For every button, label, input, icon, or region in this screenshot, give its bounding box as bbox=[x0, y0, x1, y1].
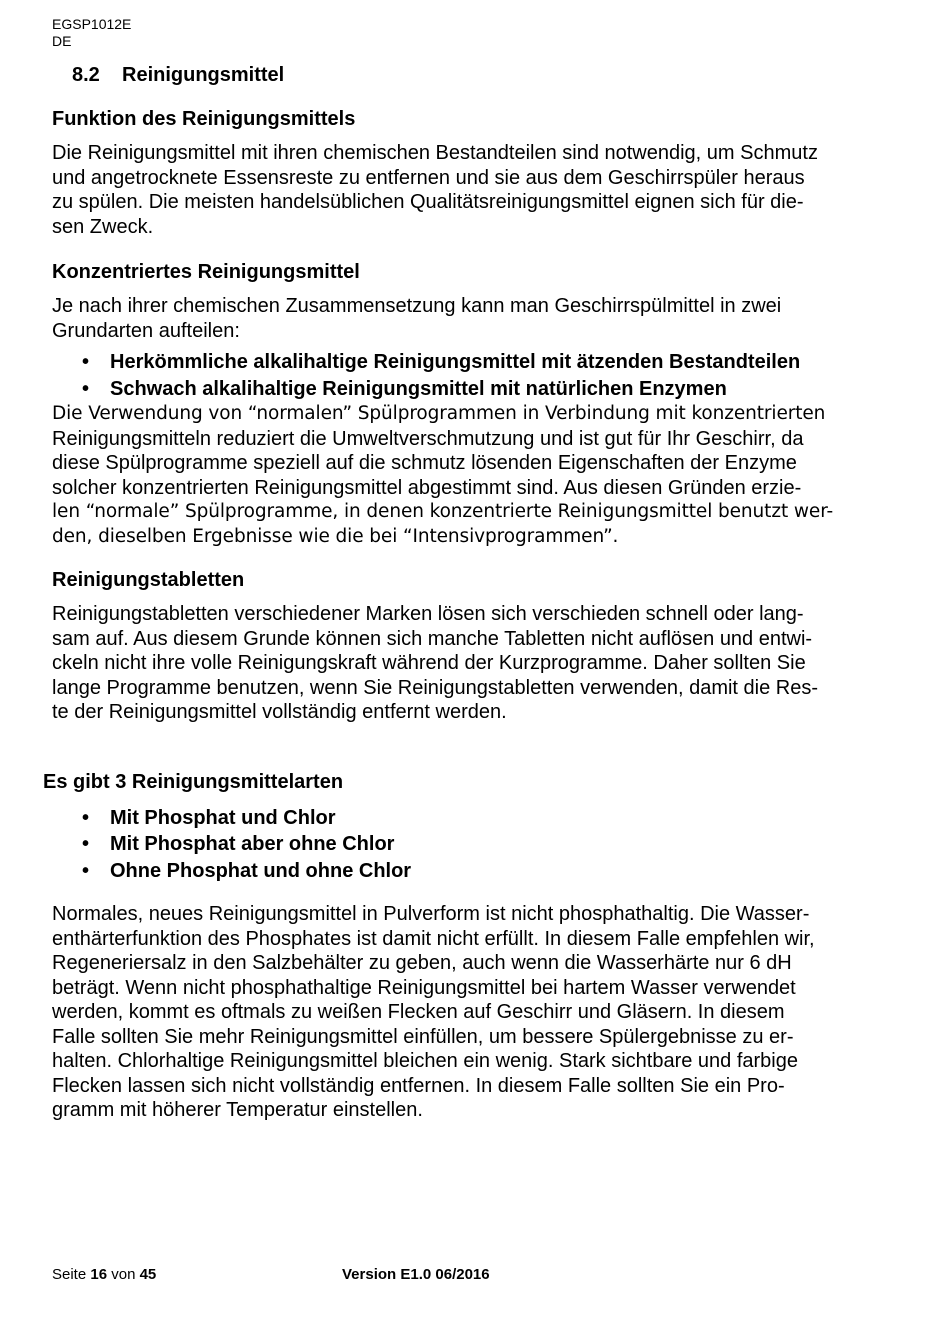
heading-funktion: Funktion des Reinigungsmittels bbox=[52, 108, 356, 130]
text-line: te der Reinigungsmittel vollständig entfernt werden. bbox=[52, 701, 507, 723]
text-line: Reinigungstabletten verschiedener Marken lösen sich verschieden schnell oder lang- bbox=[52, 603, 804, 625]
list-item-text: Schwach alkalihaltige Reinigungsmittel mit natürlichen Enzymen bbox=[110, 377, 727, 400]
text-line: den, dieselben Ergebnisse wie die bei “Intensivprogrammen”. bbox=[52, 525, 619, 547]
list-item bbox=[82, 805, 882, 832]
heading-arten: Es gibt 3 Reinigungsmittelarten bbox=[43, 770, 344, 793]
bullet-list-konzentriert bbox=[52, 349, 882, 402]
text-line: len “normale” Spülprogramme, in denen konzentrierte Reinigungsmittel benutzt wer- bbox=[52, 501, 834, 522]
page-content bbox=[43, 62, 882, 1123]
list-item-text: Ohne Phosphat und ohne Chlor bbox=[110, 859, 412, 882]
text-line: werden, kommt es oftmals zu weißen Flecken auf Geschirr und Gläsern. In diesem bbox=[52, 1001, 785, 1023]
text-line: Falle sollten Sie mehr Reinigungsmittel einfüllen, um bessere Spülergebnisse zu er- bbox=[52, 1025, 794, 1048]
heading-tabletten: Reinigungstabletten bbox=[52, 569, 245, 591]
section-number: 8.2 bbox=[72, 64, 100, 86]
list-item-text: Herkömmliche alkalihaltige Reinigungsmittel mit ätzenden Bestandteilen bbox=[110, 351, 801, 373]
page-current: 16 bbox=[90, 1266, 108, 1283]
doc-code: EGSP1012E bbox=[52, 16, 132, 32]
list-item bbox=[82, 376, 882, 403]
page-number bbox=[52, 1266, 156, 1283]
paragraph-arten bbox=[52, 902, 882, 1123]
paragraph-tabletten bbox=[52, 602, 882, 725]
version-label: Version E1.0 06/2016 bbox=[342, 1266, 490, 1283]
list-item bbox=[82, 831, 882, 858]
text-line: solcher konzentrierten Reinigungsmittel abgestimmt sind. Aus diesen Gründen erzie- bbox=[52, 476, 802, 499]
text-line: sam auf. Aus diesem Grunde können sich manche Tabletten nicht auflösen und entwi- bbox=[52, 627, 813, 650]
text-line: gramm mit höherer Temperatur einstellen. bbox=[52, 1099, 423, 1121]
doc-language: DE bbox=[52, 33, 72, 49]
section-title-text: Reinigungsmittel bbox=[122, 64, 285, 86]
text-line: Regeneriersalz in den Salzbehälter zu geben, auch wenn die Wasserhärte nur 6 dH bbox=[52, 952, 792, 974]
bullet-icon: • bbox=[82, 833, 90, 855]
text-line: enthärterfunktion des Phosphates ist damit nicht erfüllt. In diesem Falle empfehlen wir, bbox=[52, 927, 815, 950]
text-line: ckeln nicht ihre volle Reinigungskraft während der Kurzprogramme. Daher sollten Sie bbox=[52, 652, 806, 674]
page-prefix: Seite bbox=[52, 1266, 87, 1283]
list-item bbox=[82, 349, 882, 376]
bullet-icon: • bbox=[82, 806, 90, 829]
text-line: Je nach ihrer chemischen Zusammensetzung kann man Geschirrspülmittel in zwei bbox=[52, 295, 782, 317]
bullet-list-arten bbox=[52, 805, 882, 885]
heading-konzentriert: Konzentriertes Reinigungsmittel bbox=[52, 261, 360, 283]
list-item-text: Mit Phosphat aber ohne Chlor bbox=[110, 833, 395, 855]
bullet-icon: • bbox=[82, 377, 90, 400]
page-total: 45 bbox=[139, 1266, 157, 1283]
paragraph-funktion bbox=[52, 141, 882, 239]
text-line: Normales, neues Reinigungsmittel in Pulverform ist nicht phosphathaltig. Die Wasser- bbox=[52, 903, 810, 925]
paragraph-konzentriert-after bbox=[52, 402, 882, 549]
bullet-icon: • bbox=[82, 351, 90, 373]
text-line: beträgt. Wenn nicht phosphathaltige Reinigungsmittel bei hartem Wasser verwendet bbox=[52, 976, 796, 999]
text-line: zu spülen. Die meisten handelsüblichen Qualitätsreinigungsmittel eignen sich für die- bbox=[52, 191, 804, 213]
text-line: und angetrocknete Essensreste zu entfernen und sie aus dem Geschirrspüler heraus bbox=[52, 166, 805, 189]
text-line: Die Verwendung von “normalen” Spülprogrammen in Verbindung mit konzentrierten bbox=[52, 403, 826, 424]
text-line: diese Spülprogramme speziell auf die schmutz lösenden Eigenschaften der Enzyme bbox=[52, 452, 797, 474]
text-line: sen Zweck. bbox=[52, 215, 154, 238]
bullet-icon: • bbox=[82, 859, 90, 882]
text-line: Die Reinigungsmittel mit ihren chemischen Bestandteilen sind notwendig, um Schmutz bbox=[52, 142, 818, 164]
list-item-text: Mit Phosphat und Chlor bbox=[110, 806, 336, 829]
text-line: Grundarten aufteilen: bbox=[52, 319, 240, 342]
page-mid: von bbox=[111, 1266, 136, 1283]
text-line: Reinigungsmitteln reduziert die Umweltverschmutzung und ist gut für Ihr Geschirr, da bbox=[52, 427, 804, 450]
page-header bbox=[52, 16, 131, 50]
list-item bbox=[82, 858, 882, 885]
text-line: lange Programme benutzen, wenn Sie Reinigungstabletten verwenden, damit die Res- bbox=[52, 676, 819, 699]
text-line: Flecken lassen sich nicht vollständig entfernen. In diesem Falle sollten Sie ein Pro- bbox=[52, 1074, 785, 1097]
paragraph-konzentriert-intro bbox=[52, 294, 882, 343]
section-title bbox=[72, 62, 882, 88]
text-line: halten. Chlorhaltige Reinigungsmittel bleichen ein wenig. Stark sichtbare und farbige bbox=[52, 1050, 798, 1072]
